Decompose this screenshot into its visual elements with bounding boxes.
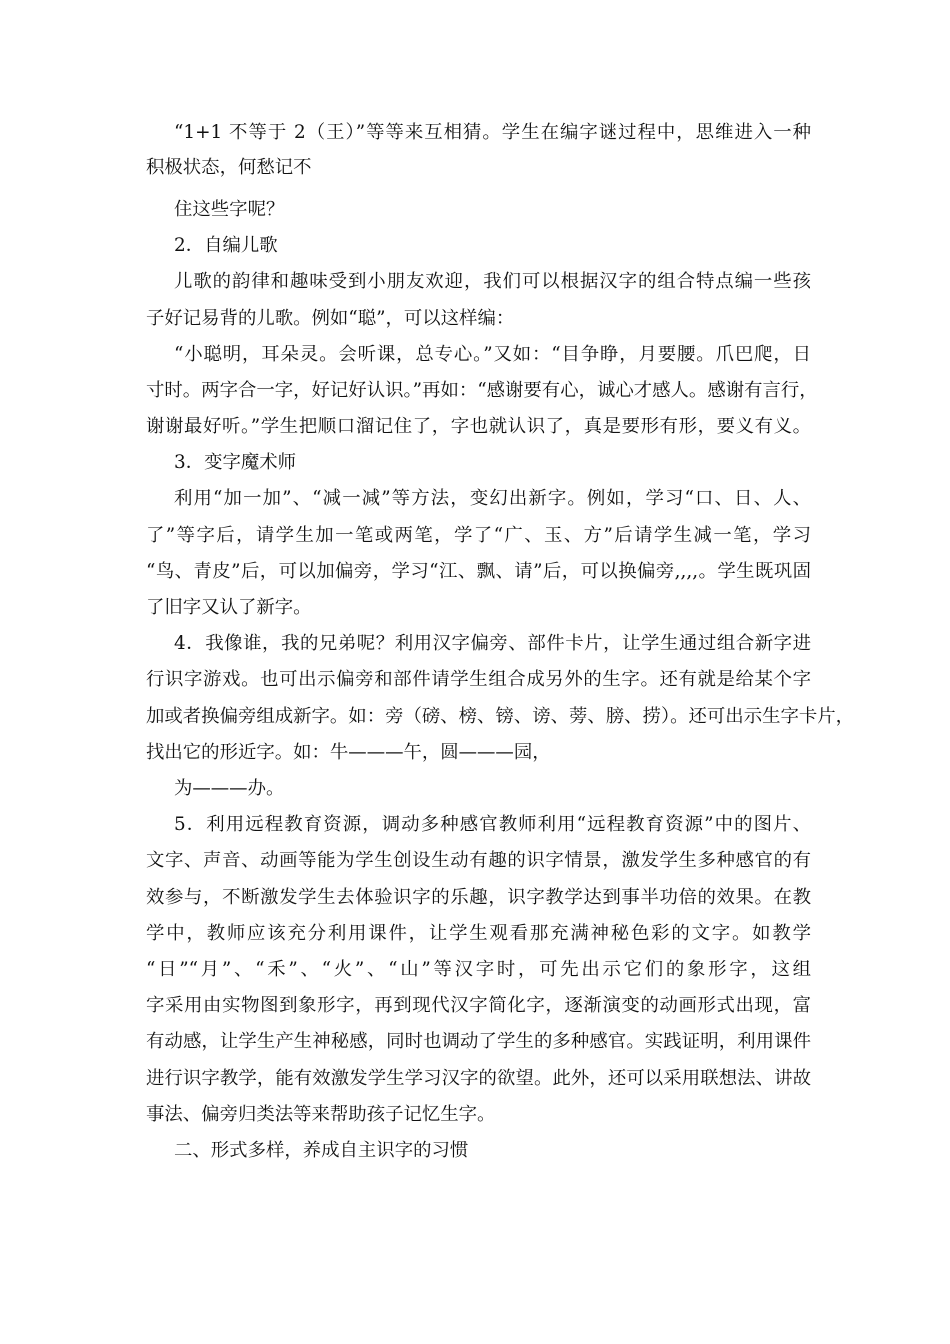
text-line: 儿歌的韵律和趣味受到小朋友欢迎，我们可以根据汉字的组合特点编一些孩	[174, 271, 811, 292]
text-line: 字采用由实物图到象形字，再到现代汉字简化字，逐渐演变的动画形式出现，富	[146, 995, 811, 1016]
section-heading: 2．自编儿歌	[174, 235, 278, 256]
section-heading: 3．变字魔术师	[174, 452, 297, 473]
text-line: 事法、偏旁归类法等来帮助孩子记忆生字。	[146, 1104, 496, 1125]
text-line: 文字、声音、动画等能为学生创设生动有趣的识字情景，激发学生多种感官的有	[146, 850, 811, 871]
text-line: 了”等字后，请学生加一笔或两笔，学了“广、玉、方”后请学生减一笔，学习	[146, 525, 811, 546]
text-line: “1+1 不等于 2（王）”等等来互相猜。学生在编字谜过程中，思维进入一种	[174, 122, 811, 143]
text-line: 了旧字又认了新字。	[146, 597, 312, 618]
text-line: “鸟、青皮”后，可以加偏旁，学习“江、飘、请”后，可以换偏旁,,,,。学生既巩固	[146, 561, 811, 582]
text-line: 有动感，让学生产生神秘感，同时也调动了学生的多种感官。实践证明，利用课件	[146, 1031, 811, 1052]
text-line: 进行识字教学，能有效激发学生学习汉字的欲望。此外，还可以采用联想法、讲故	[146, 1068, 811, 1089]
text-line: 子好记易背的儿歌。例如“聪”，可以这样编：	[146, 308, 515, 329]
text-line: 为———办。	[174, 778, 285, 799]
text-line: “日”“月”、“禾”、“火”、“山”等汉字时，可先出示它们的象形字，这组	[146, 959, 811, 980]
text-line: 效参与，不断激发学生去体验识字的乐趣，识字教学达到事半功倍的效果。在教	[146, 887, 811, 908]
text-line: 谢谢最好听。”学生把顺口溜记住了，字也就认识了，真是要形有形，要义有义。	[146, 416, 811, 437]
text-line: 学中，教师应该充分利用课件，让学生观看那充满神秘色彩的文字。如教学	[146, 923, 811, 944]
text-line: 加或者换偏旁组成新字。如：旁（磅、榜、镑、谤、蒡、膀、捞）。还可出示生字卡片，	[146, 706, 855, 727]
text-line: 5．利用远程教育资源，调动多种感官教师利用“远程教育资源”中的图片、	[174, 814, 811, 835]
text-line: 行识字游戏。也可出示偏旁和部件请学生组合成另外的生字。还有就是给某个字	[146, 669, 811, 690]
text-line: 4．我像谁，我的兄弟呢？利用汉字偏旁、部件卡片，让学生通过组合新字进	[174, 633, 811, 654]
text-line: “小聪明，耳朵灵。会听课，总专心。”又如：“目争睁，月要腰。爪巴爬，日	[174, 344, 811, 365]
text-line: 积极状态，何愁记不	[146, 157, 312, 178]
text-line: 住这些字呢？	[174, 199, 285, 220]
text-line: 找出它的形近字。如：牛———午，圆———园，	[146, 742, 551, 763]
text-line: 寸时。两字合一字，好记好认识。”再如：“感谢要有心，诚心才感人。感谢有言行，	[146, 380, 818, 401]
text-line: 利用“加一加”、“减一减”等方法，变幻出新字。例如，学习“口、日、人、	[174, 488, 811, 509]
section-heading: 二、形式多样，养成自主识字的习惯	[174, 1140, 469, 1161]
